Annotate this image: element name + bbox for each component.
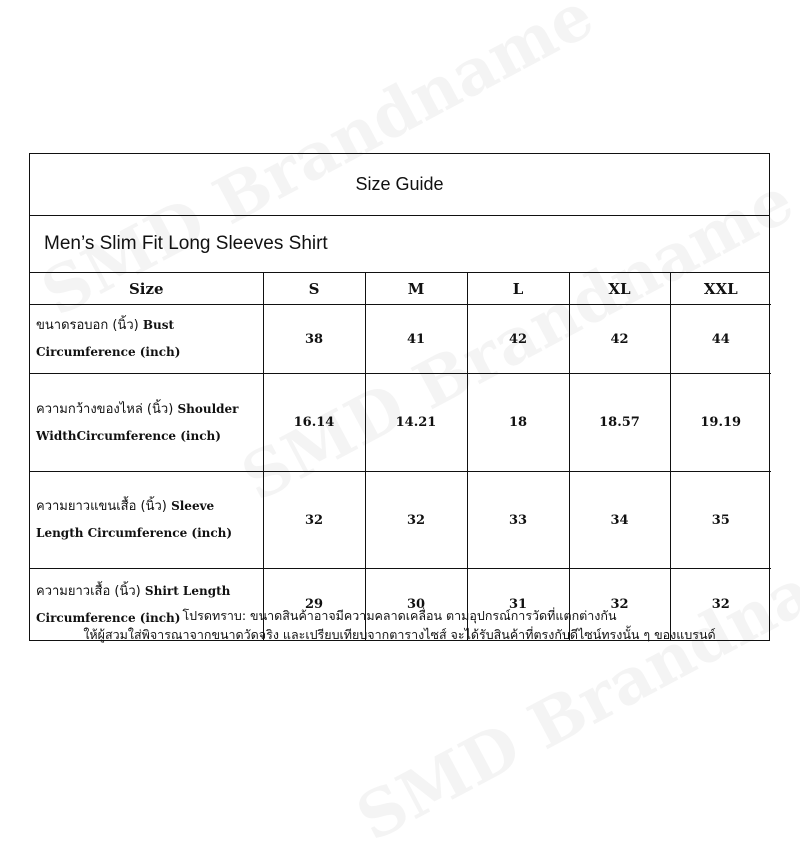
table-row: [30, 305, 771, 374]
note-line: โปรดทราบ: ขนาดสินค้าอาจมีความคลาดเคลื่อน ตามอุปกรณ์การวัดที่แตกต่างกัน: [182, 608, 617, 623]
table-cell: 32: [711, 597, 730, 612]
label-thai: ความยาวแขนเสื้อ (นิ้ว): [36, 499, 167, 514]
label-english: Bust Circumference (inch): [36, 318, 181, 359]
row-label: [30, 305, 263, 374]
table-cell: 34: [569, 472, 670, 569]
table-cell: 14.21: [365, 374, 467, 472]
size-table: [30, 273, 771, 640]
table-cell: 42: [569, 305, 670, 374]
table-cell: 41: [365, 305, 467, 374]
row-label: [30, 374, 263, 472]
table-cell: 32: [263, 472, 365, 569]
table-cell: 35: [670, 472, 771, 569]
table-cell: 18: [467, 374, 569, 472]
table-cell: 30: [365, 569, 467, 641]
size-disclaimer: [29, 606, 770, 644]
label-english: Shoulder WidthCircumference (inch): [36, 401, 239, 443]
table-row: [30, 472, 771, 569]
label-english: Sleeve Length Circumference (inch): [36, 499, 233, 540]
header-l: L: [467, 273, 569, 305]
table-row: [30, 374, 771, 472]
row-label: [30, 472, 263, 569]
table-cell: 31: [467, 569, 569, 641]
table-cell: 18.57: [569, 374, 670, 472]
table-cell: 32: [569, 569, 670, 641]
header-s: S: [263, 273, 365, 305]
header-xl: XL: [569, 273, 670, 305]
product-name: Men’s Slim Fit Long Sleeves Shirt: [30, 216, 769, 273]
size-guide-table: [29, 153, 770, 641]
label-english: Shirt Length Circumference (inch): [36, 583, 231, 625]
header-m: M: [365, 273, 467, 305]
label-thai: ขนาดรอบอก (นิ้ว): [36, 318, 139, 333]
table-cell: 19.19: [670, 374, 771, 472]
header-size: Size: [30, 273, 263, 305]
label-thai: ความกว้างของไหล่ (นิ้ว): [36, 401, 174, 417]
table-cell: 29: [263, 569, 365, 641]
table-header-row: [30, 273, 771, 305]
table-cell: 33: [467, 472, 569, 569]
label-thai: ความยาวเสื้อ (นิ้ว): [36, 583, 141, 599]
table-cell: 32: [365, 472, 467, 569]
size-guide-title: Size Guide: [30, 154, 769, 216]
table-cell: 38: [263, 305, 365, 374]
table-cell: 42: [467, 305, 569, 374]
table-cell: 16.14: [263, 374, 365, 472]
note-line: ให้ผู้สวมใส่พิจารณาจากขนาดวัดจริง และเปรียบเทียบจากตารางไซส์ จะได้รับสินค้าที่ตรงกับดีไซน์ทรงนั้น ๆ ของแบรนด์: [83, 627, 716, 642]
header-xxl: XXL: [670, 273, 771, 305]
table-cell: 44: [670, 305, 771, 374]
